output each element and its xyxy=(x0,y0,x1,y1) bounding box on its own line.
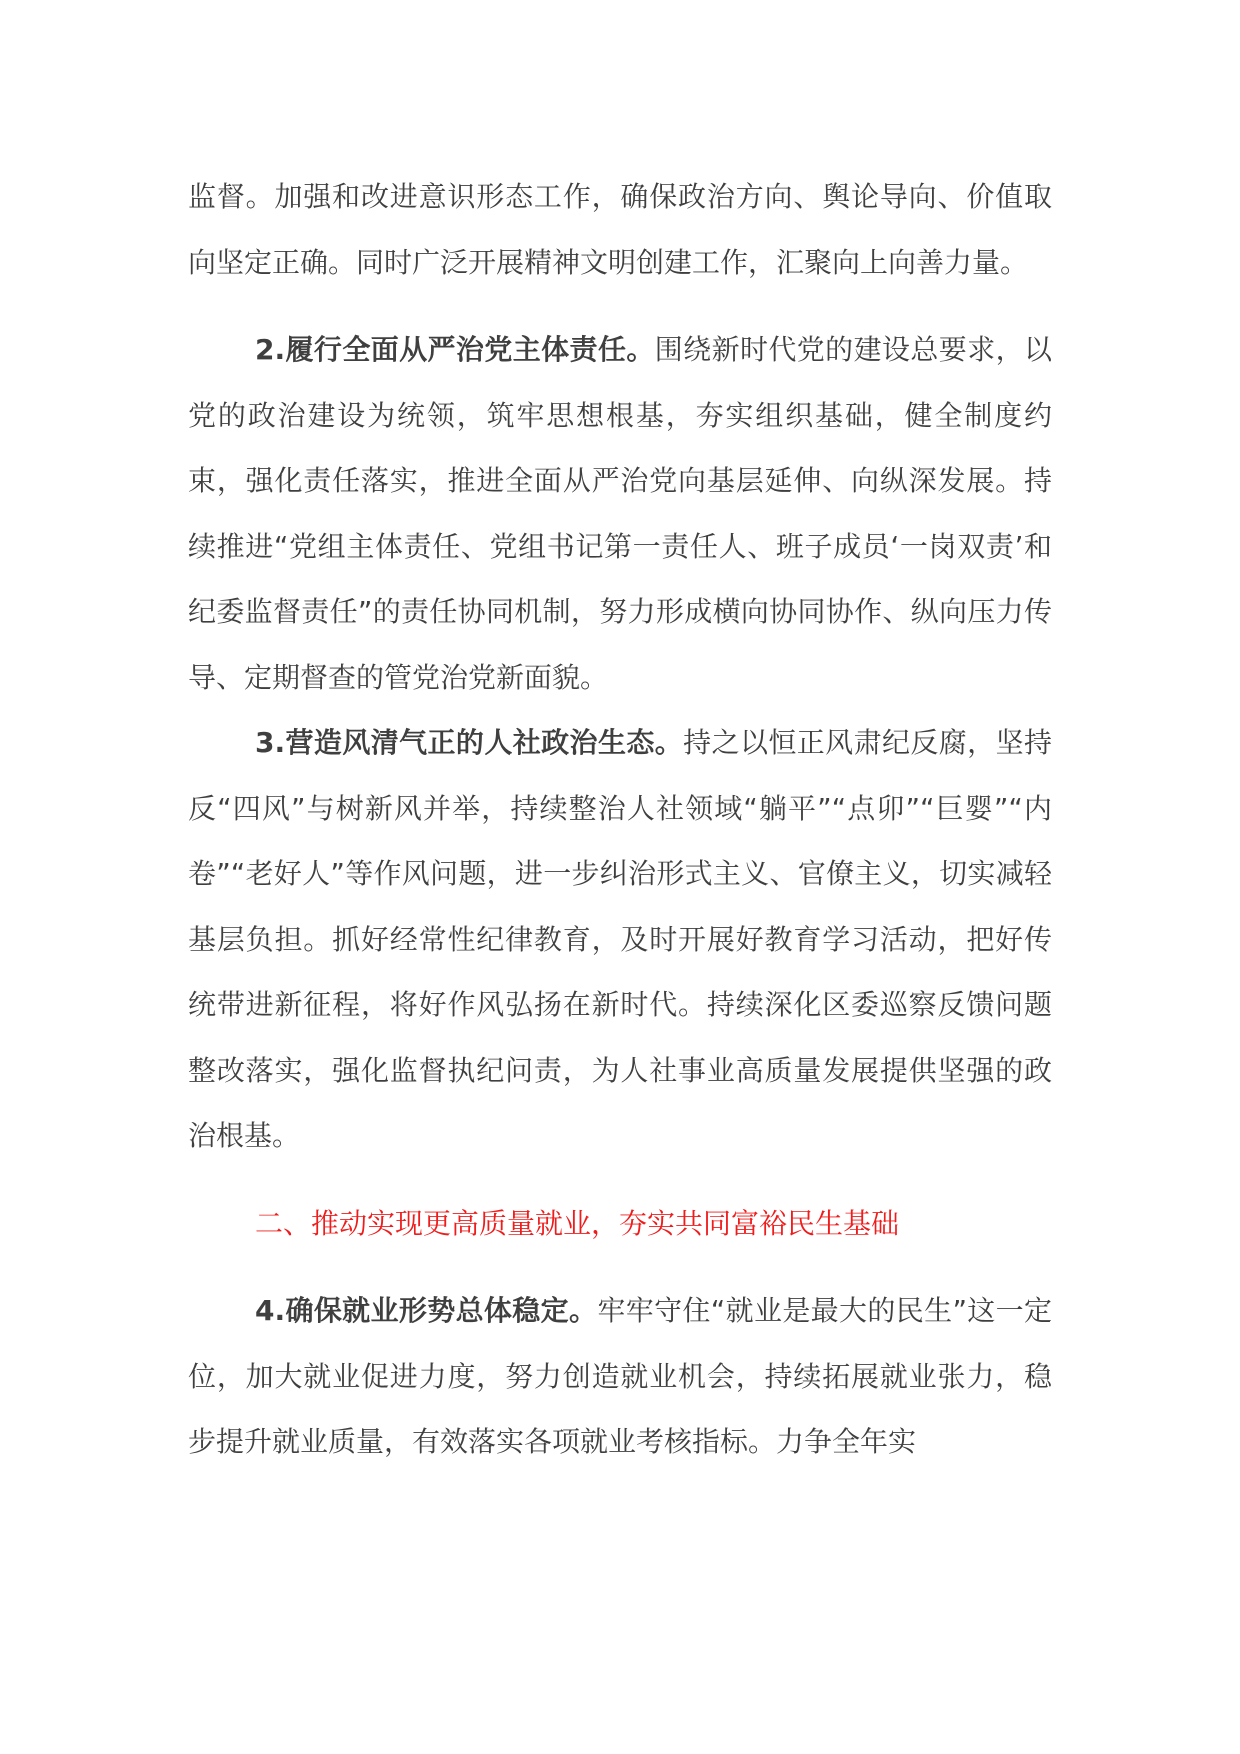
item-3-title: 3.营造风清气正的人社政治生态。 xyxy=(255,726,684,759)
item-4-text: 牢牢守住“就业是最大的民生”这一定位，加大就业促进力度，努力创造就业机会，持续拓展就业张力，稳步提升就业质量，有效落实各项就业考核指标。力争全年实 xyxy=(188,1294,1053,1458)
document-body xyxy=(188,164,1052,1475)
item-2-title: 2.履行全面从严治党主体责任。 xyxy=(255,333,655,366)
paragraph-continuation xyxy=(188,164,1052,295)
paragraph-item-3 xyxy=(188,710,1052,1169)
paragraph-item-2 xyxy=(188,317,1052,710)
item-2-text: 围绕新时代党的建设总要求，以党的政治建设为统领，筑牢思想根基，夯实组织基础，健全制度约束，强化责任落实，推进全面从严治党向基层延伸、向纵深发展。持续推进“党组主体责任、党组书记第一责任人、班子成员‘一岗双责’和纪委监督责任”的责任协同机制，努力形成横向协同协作、纵向压力传导、定期督查的管党治党新面貌。 xyxy=(188,333,1052,694)
paragraph-text: 监督。加强和改进意识形态工作，确保政治方向、舆论导向、价值取向坚定正确。同时广泛开展精神文明创建工作，汇聚向上向善力量。 xyxy=(188,180,1052,279)
item-3-text: 持之以恒正风肃纪反腐，坚持反“四风”与树新风并举，持续整治人社领域“躺平”“点卯”“巨婴”“内卷”“老好人”等作风问题，进一步纠治形式主义、官僚主义，切实减轻基层负担。抓好经常性纪律教育，及时开展好教育学习活动，把好传统带进新征程，将好作风弘扬在新时代。持续深化区委巡察反馈问题整改落实，强化监督执纪问责，为人社事业高质量发展提供坚强的政治根基。 xyxy=(188,726,1052,1152)
section-heading: 二、推动实现更高质量就业，夯实共同富裕民生基础 xyxy=(255,1206,900,1240)
item-4-title: 4.确保就业形势总体稳定。 xyxy=(255,1294,598,1327)
paragraph-item-4 xyxy=(188,1278,1052,1475)
